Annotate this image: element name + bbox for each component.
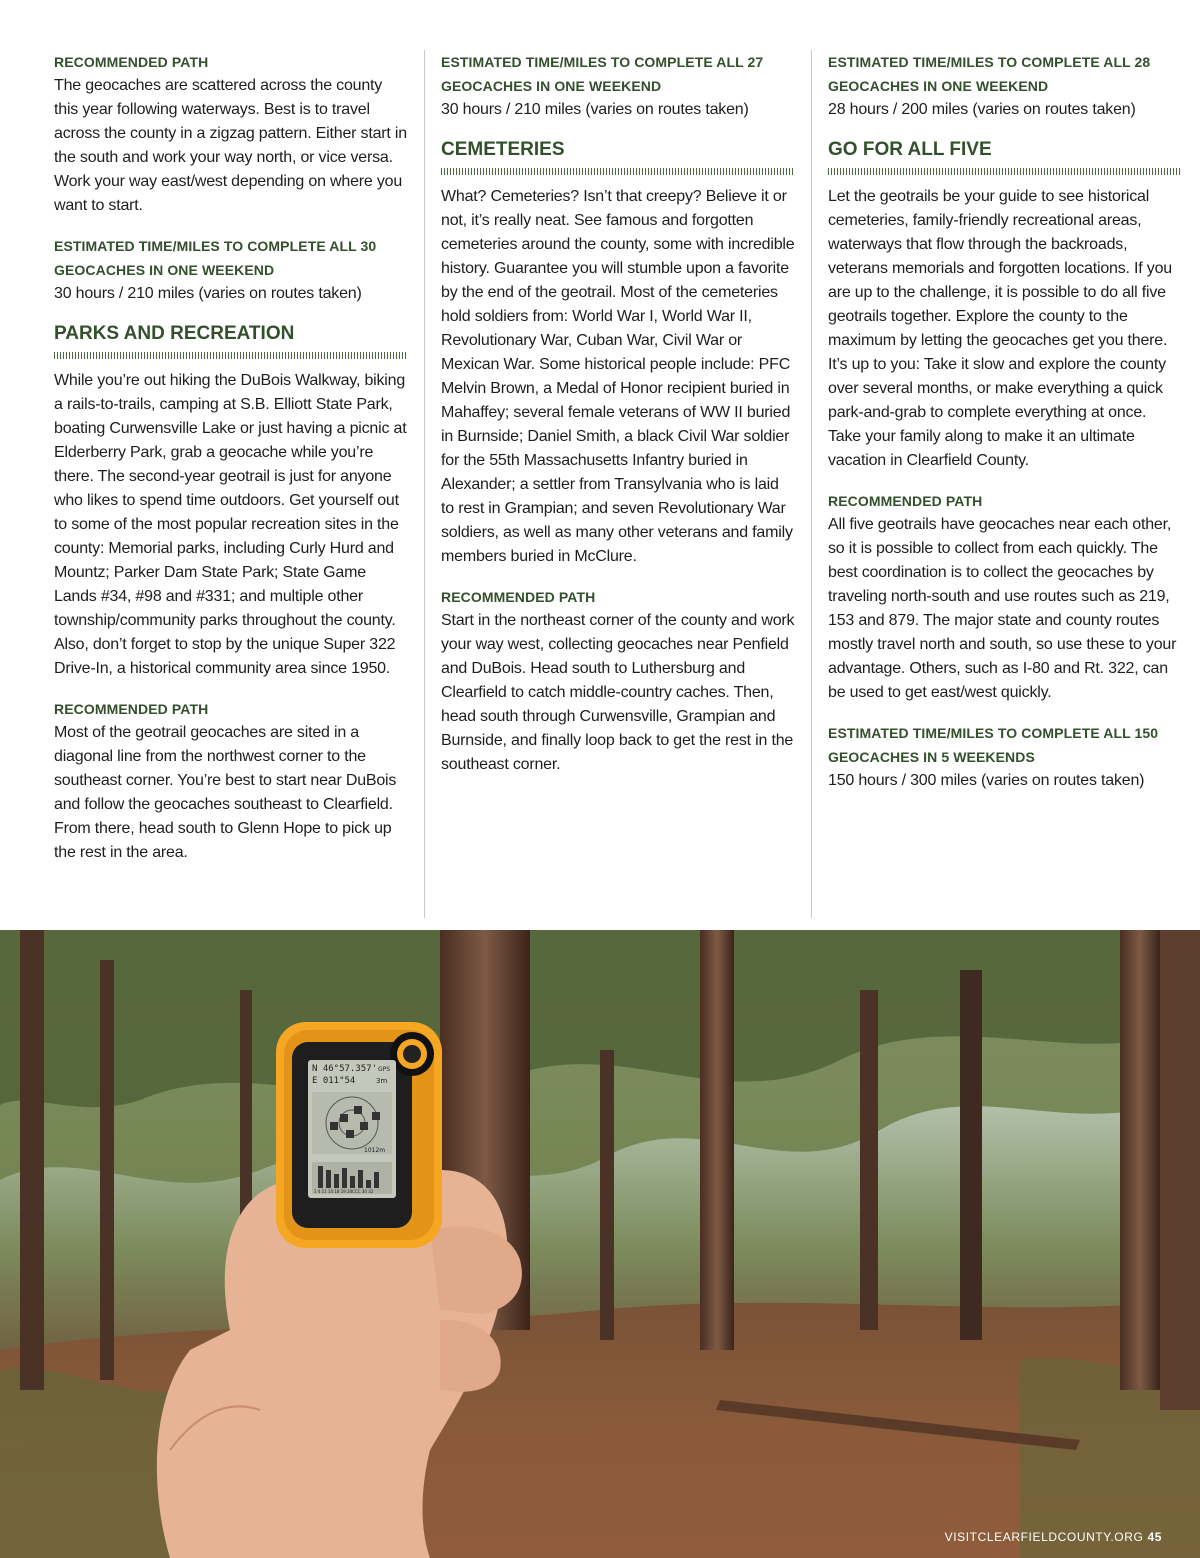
gps-label: GPS: [378, 1066, 391, 1073]
paragraph: While you’re out hiking the DuBois Walkway, biking a rails-to-trails, camping at S.B. Elliott State Park, boating Curwensville Lake or just having a picnic at Elderberry Park, grab a geocache while you’re there. The second-year geotrail is just for anyone who likes to spend time outdoors. Get yourself out to some of the most popular recreation sites in the county: Memorial parks, including Curly Hurd and Mountz; Parker Dam State Park; State Game Lands #34, #98 and #331; and multiple other township/community parks throughout the county. Also, don’t forget to stop by the unique Super 322 Drive-In, a historical community area since 1950.: [54, 372, 407, 677]
paragraph: 28 hours / 200 miles (varies on routes taken): [828, 101, 1136, 118]
subheading-recommended-path: RECOMMENDED PATH: [441, 589, 596, 605]
dotted-rule: [441, 168, 795, 175]
gps-altitude: 1012m: [364, 1147, 386, 1154]
paragraph: All five geotrails have geocaches near each other, so it is possible to collect from each quickly. The best coordination is to collect the geocaches by traveling north-south and use routes such as 219, 153 and 879. The major state and county routes mostly travel north and south, so use these to your advantage. Others, such as I-80 and Rt. 322, can be used to get east/west quickly.: [828, 516, 1177, 701]
subheading-estimated-time: ESTIMATED TIME/MILES TO COMPLETE ALL 30 GEOCACHES IN ONE WEEKEND: [54, 238, 377, 278]
paragraph: Let the geotrails be your guide to see historical cemeteries, family-friendly recreational areas, waterways that flow through the backroads, veterans memorials and forgotten locations. If you are up to the challenge, it is possible to do all five geotrails together. Explore the county to the maximum by letting the geocaches get you there. It’s up to you: Take it slow and explore the county over several months, or make everything a quick park-and-grab to complete everything at once. Take your family along to make it an ultimate vacation in Clearfield County.: [828, 188, 1172, 469]
forest-gps-photo: [0, 930, 1200, 1558]
page-number: 45: [1147, 1530, 1162, 1544]
section-title-cemeteries: CEMETERIES: [441, 139, 565, 160]
gps-axis-labels: 1 4 11 14 18 19 20CCC 30 32: [314, 1189, 374, 1194]
article-columns: [54, 50, 1177, 922]
subheading-estimated-time: ESTIMATED TIME/MILES TO COMPLETE ALL 150 GEOCACHES IN 5 WEEKENDS: [828, 725, 1159, 765]
paragraph: 30 hours / 210 miles (varies on routes taken): [441, 101, 749, 118]
photo-illustration: [0, 930, 1200, 1558]
page-footer: [945, 1530, 1162, 1544]
subheading-estimated-time: ESTIMATED TIME/MILES TO COMPLETE ALL 28 GEOCACHES IN ONE WEEKEND: [828, 54, 1151, 94]
paragraph: What? Cemeteries? Isn’t that creepy? Believe it or not, it’s really neat. See famous and forgotten cemeteries around the county, some with incredible history. Guarantee you will stumble upon a favorite by the end of the geotrail. Most of the cemeteries hold soldiers from: World War I, World War II, Revolutionary War, Cuban War, Civil War or Mexican War. Some historical people include: PFC Melvin Brown, a Medal of Honor recipient buried in Mahaffey; several female veterans of WW II buried in Burnside; Daniel Smith, a black Civil War soldier for the 55th Massachusetts Infantry buried in Alexander; a settler from Transylvania who is laid to rest in Grampian; and seven Revolutionary War soldiers, as well as many other veterans and family members buried in McClure.: [441, 188, 795, 565]
section-title-parks: PARKS AND RECREATION: [54, 323, 295, 344]
subheading-recommended-path: RECOMMENDED PATH: [54, 54, 209, 70]
paragraph: The geocaches are scattered across the county this year following waterways. Best is to travel across the county in a zigzag pattern. Either start in the south and work your way north, or vice versa. Work your way east/west depending on where you want to start.: [54, 77, 407, 214]
subheading-recommended-path: RECOMMENDED PATH: [828, 493, 983, 509]
column-divider: [811, 50, 812, 918]
column-2: [441, 50, 795, 922]
dotted-rule: [828, 168, 1182, 175]
footer-site: VISITCLEARFIELDCOUNTY.ORG: [944, 1530, 1144, 1544]
column-divider: [424, 50, 425, 918]
paragraph: Most of the geotrail geocaches are sited in a diagonal line from the northwest corner to the southeast corner. You’re best to start near DuBois and follow the geocaches southeast to Clearfield. From there, head south to Glenn Hope to pick up the rest in the area.: [54, 724, 397, 861]
paragraph: 30 hours / 210 miles (varies on routes taken): [54, 285, 362, 302]
paragraph: Start in the northeast corner of the county and work your way west, collecting geocaches near Penfield and DuBois. Head south to Luthersburg and Clearfield to catch middle-country caches. Then, head south through Curwensville, Grampian and Burnside, and finally loop back to get the rest in the southeast corner.: [441, 612, 795, 773]
subheading-recommended-path: RECOMMENDED PATH: [54, 701, 209, 717]
gps-longitude: E 011°54: [312, 1076, 356, 1086]
subheading-estimated-time: ESTIMATED TIME/MILES TO COMPLETE ALL 27 GEOCACHES IN ONE WEEKEND: [441, 54, 764, 94]
gps-accuracy: 3m: [376, 1077, 388, 1085]
gps-latitude: N 46°57.357': [312, 1064, 378, 1074]
gps-device: [276, 1022, 442, 1248]
section-title-go-for-all-five: GO FOR ALL FIVE: [828, 139, 992, 160]
dotted-rule: [54, 352, 408, 359]
paragraph: 150 hours / 300 miles (varies on routes taken): [828, 772, 1145, 789]
column-1: [54, 50, 408, 922]
column-3: [828, 50, 1182, 922]
